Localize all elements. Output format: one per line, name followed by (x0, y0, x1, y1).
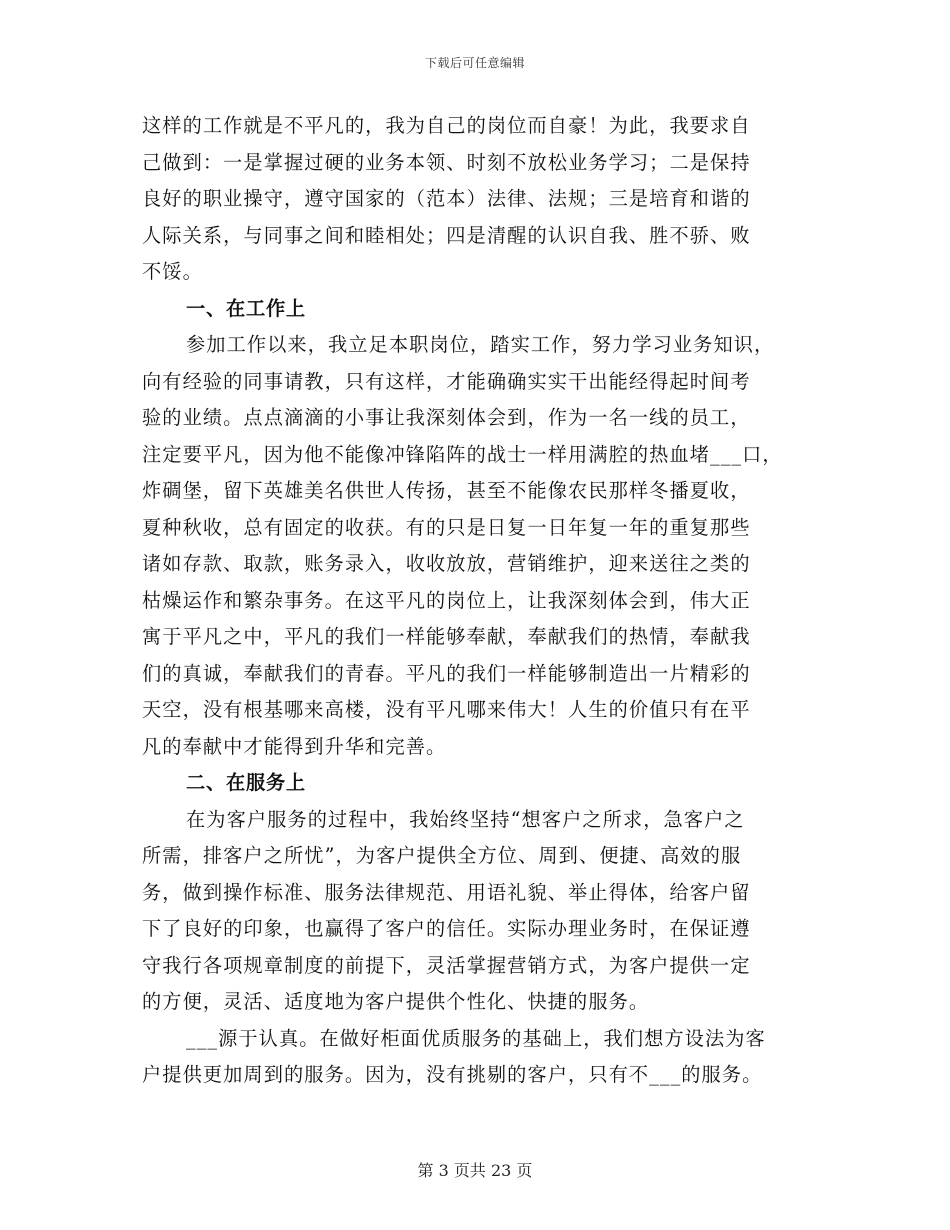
text-line: 下了良好的印象，也赢得了客户的信任。实际办理业务时，在保证遵 (142, 917, 751, 940)
text-line: 人际关系，与同事之间和睦相处；四是清醒的认识自我、胜不骄、败 (142, 223, 751, 247)
text-line: 务，做到操作标准、服务法律规范、用语礼貌、举止得体，给客户留 (142, 880, 751, 904)
text-line: 不馁。 (142, 260, 203, 283)
text-line: 凡的奉献中才能得到升华和完善。 (142, 734, 447, 758)
text-line: 枯燥运作和繁杂事务。在这平凡的岗位上，让我深刻体会到，伟大正 (142, 588, 751, 612)
text-line: 炸碉堡，留下英雄美名供世人传扬，甚至不能像农民那样冬播夏收， (142, 479, 751, 502)
text-line: 注定要平凡，因为他不能像冲锋陷阵的战士一样用满腔的热血堵___口， (142, 442, 783, 466)
text-line: 良好的职业操守，遵守国家的（范本）法律、法规；三是培育和谐的 (142, 187, 751, 210)
text-line: 的方便，灵活、适度地为客户提供个性化、快捷的服务。 (142, 990, 650, 1013)
text-line: 所需，排客户之所忧”，为客户提供全方位、周到、便捷、高效的服 (142, 844, 742, 867)
text-line: 守我行各项规章制度的前提下，灵活掌握营销方式，为客户提供一定 (142, 953, 751, 977)
text-line: 在为客户服务的过程中，我始终坚持“想客户之所求，急客户之 (186, 807, 745, 831)
text-line: 户提供更加周到的服务。因为，没有挑剔的客户，只有不___的服务。 (142, 1063, 763, 1086)
text-line: 己做到：一是掌握过硬的业务本领、时刻不放松业务学习；二是保持 (142, 150, 751, 174)
text-line: ___源于认真。在做好柜面优质服务的基础上，我们想方设法为客 (186, 1026, 766, 1050)
document-body (142, 108, 822, 1094)
page-footer: 第 3 页共 23 页 (417, 1161, 533, 1180)
text-line: 寓于平凡之中，平凡的我们一样能够奉献，奉献我们的热情，奉献我 (142, 625, 751, 648)
text-line: 参加工作以来，我立足本职岗位，踏实工作，努力学习业务知识， (186, 333, 775, 356)
text-line: 诸如存款、取款，账务录入，收收放放，营销维护，迎来送往之类的 (142, 552, 751, 575)
text-line: 夏种秋收，总有固定的收获。有的只是日复一日年复一年的重复那些 (142, 515, 751, 539)
text-line: 们的真诚，奉献我们的青春。平凡的我们一样能够制造出一片精彩的 (142, 661, 751, 685)
text-line: 这样的工作就是不平凡的，我为自己的岗位而自豪！为此，我要求自 (142, 114, 751, 137)
section-heading: 二、在服务上 (186, 771, 306, 794)
text-line: 验的业绩。点点滴滴的小事让我深刻体会到，作为一名一线的员工， (142, 406, 751, 429)
page-header: 下载后可任意编辑 (424, 56, 525, 70)
section-heading: 一、在工作上 (186, 296, 306, 320)
text-line: 天空，没有根基哪来高楼，没有平凡哪来伟大！人生的价值只有在平 (142, 698, 751, 721)
text-line: 向有经验的同事请教，只有这样，才能确确实实干出能经得起时间考 (142, 369, 751, 393)
